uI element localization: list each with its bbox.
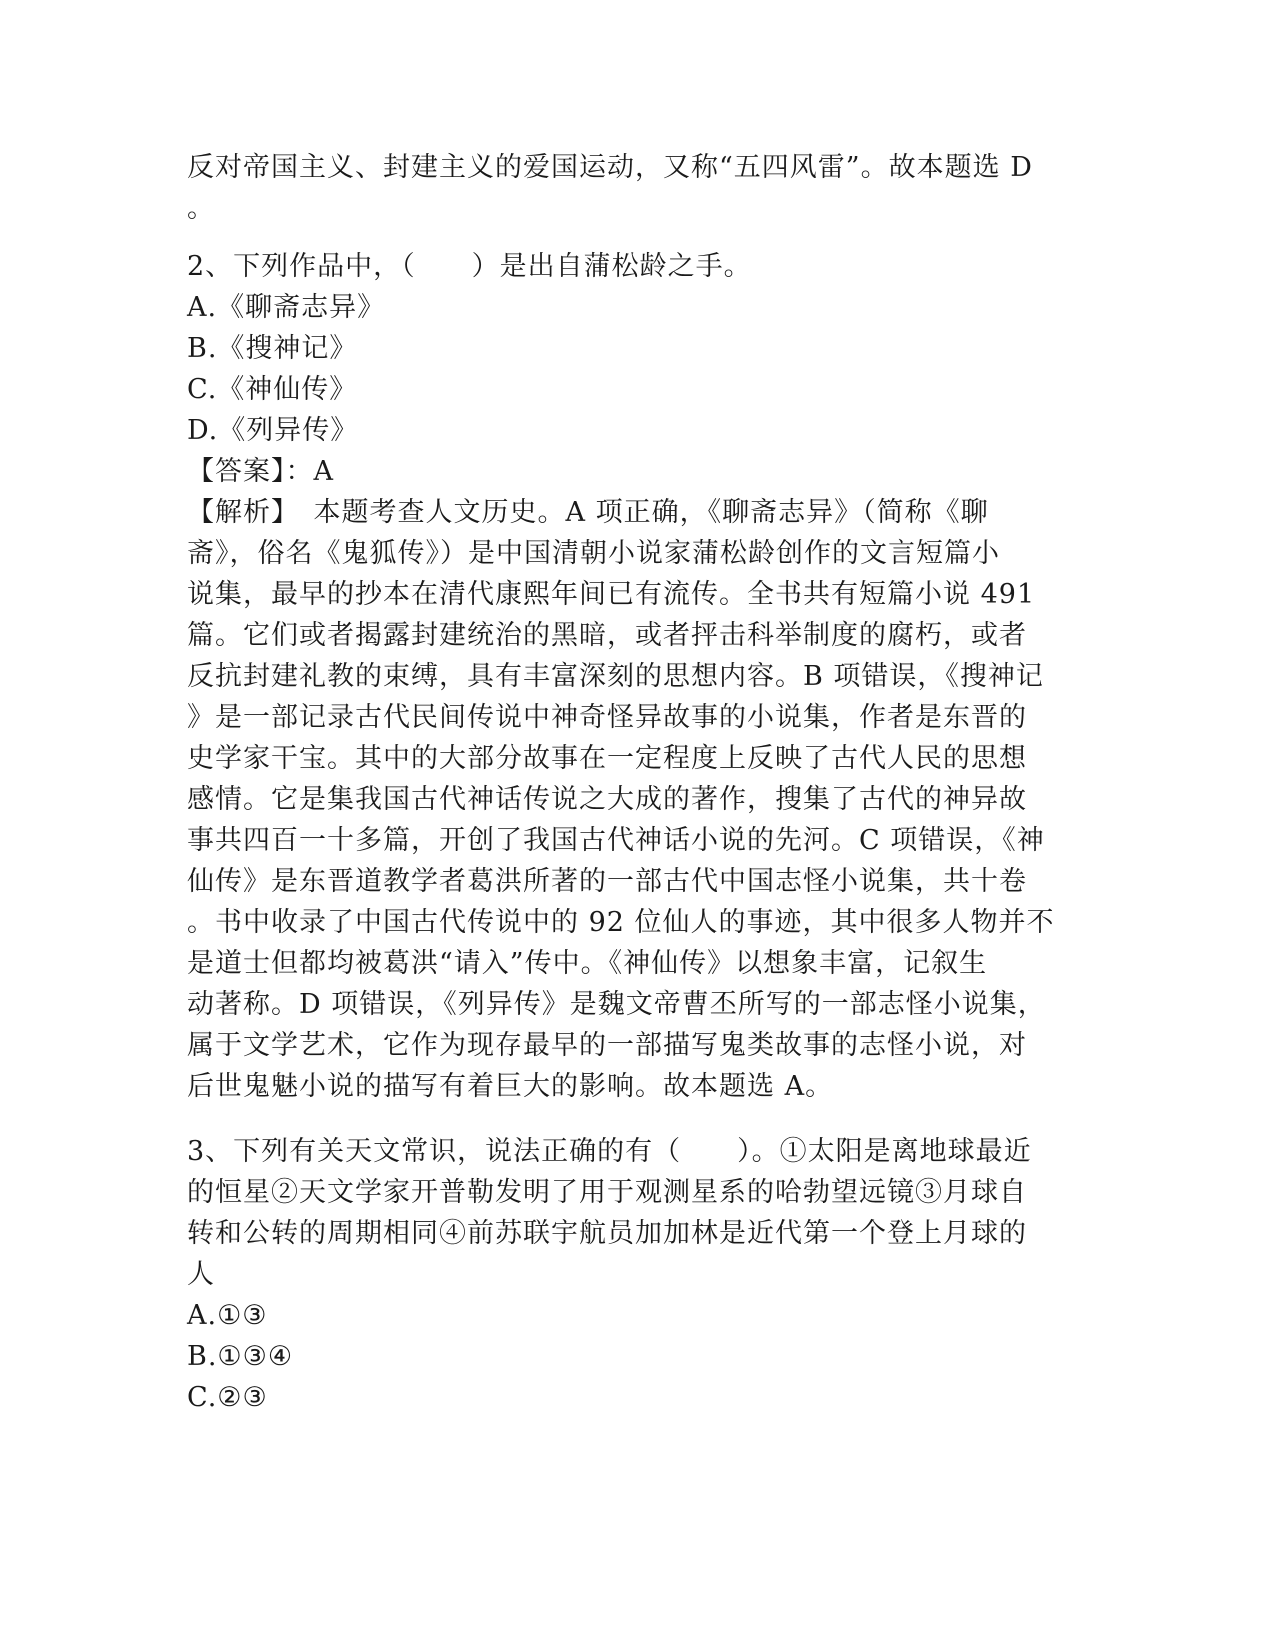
option-c: C.②③ — [187, 1382, 268, 1413]
option-d: D.《列异传》 — [187, 415, 359, 446]
option-b: B.①③④ — [187, 1341, 294, 1372]
analysis-line: 是道士但都均被葛洪“请入”传中。《神仙传》以想象丰富，记叙生 — [187, 948, 988, 979]
analysis-line: 属于文学艺术，它作为现存最早的一部描写鬼类故事的志怪小说，对 — [187, 1030, 1027, 1061]
option-b: B.《搜神记》 — [187, 333, 358, 364]
analysis-line: 》是一部记录古代民间传说中神奇怪异故事的小说集，作者是东晋的 — [187, 702, 1027, 733]
analysis-line: 。书中收录了中国古代传说中的 92 位仙人的事迹，其中很多人物并不 — [187, 907, 1055, 938]
option-c: C.《神仙传》 — [187, 374, 358, 405]
text-line: 。 — [187, 193, 215, 224]
answer-line: 【答案】：A — [187, 456, 334, 487]
analysis-line: 反抗封建礼教的束缚，具有丰富深刻的思想内容。B 项错误，《搜神记 — [187, 661, 1044, 692]
question-3-stem: 3、下列有关天文常识，说法正确的有（ ）。①太阳是离地球最近 — [187, 1136, 1032, 1167]
analysis-line: 动著称。D 项错误，《列异传》是魏文帝曹丕所写的一部志怪小说集， — [187, 989, 1046, 1020]
analysis-line: 后世鬼魅小说的描写有着巨大的影响。故本题选 A。 — [187, 1071, 834, 1102]
analysis-line: 史学家干宝。其中的大部分故事在一定程度上反映了古代人民的思想 — [187, 743, 1027, 774]
analysis-line: 说集，最早的抄本在清代康熙年间已有流传。全书共有短篇小说 491 — [187, 579, 1036, 610]
analysis-line: 感情。它是集我国古代神话传说之大成的著作，搜集了古代的神异故 — [187, 784, 1027, 815]
option-a: A.《聊斋志异》 — [187, 292, 386, 323]
question-3-stem: 人 — [187, 1259, 215, 1290]
option-a: A.①③ — [187, 1300, 268, 1331]
analysis-line: 仙传》是东晋道教学者葛洪所著的一部古代中国志怪小说集，共十卷 — [187, 866, 1027, 897]
analysis-line: 事共四百一十多篇，开创了我国古代神话小说的先河。C 项错误，《神 — [187, 825, 1045, 856]
question-3-stem: 的恒星②天文学家开普勒发明了用于观测星系的哈勃望远镜③月球自 — [187, 1177, 1027, 1208]
analysis-line: 【解析】 本题考查人文历史。A 项正确，《聊斋志异》（简称《聊 — [187, 497, 989, 528]
analysis-line: 篇。它们或者揭露封建统治的黑暗，或者抨击科举制度的腐朽，或者 — [187, 620, 1027, 651]
question-2-stem: 2、下列作品中，（ ）是出自蒲松龄之手。 — [187, 251, 752, 282]
analysis-line: 斋》，俗名《鬼狐传》）是中国清朝小说家蒲松龄创作的文言短篇小 — [187, 538, 1000, 569]
question-3-stem: 转和公转的周期相同④前苏联宇航员加加林是近代第一个登上月球的 — [187, 1218, 1027, 1249]
text-line: 反对帝国主义、封建主义的爱国运动，又称“五四风雷”。故本题选 D — [187, 152, 1033, 183]
